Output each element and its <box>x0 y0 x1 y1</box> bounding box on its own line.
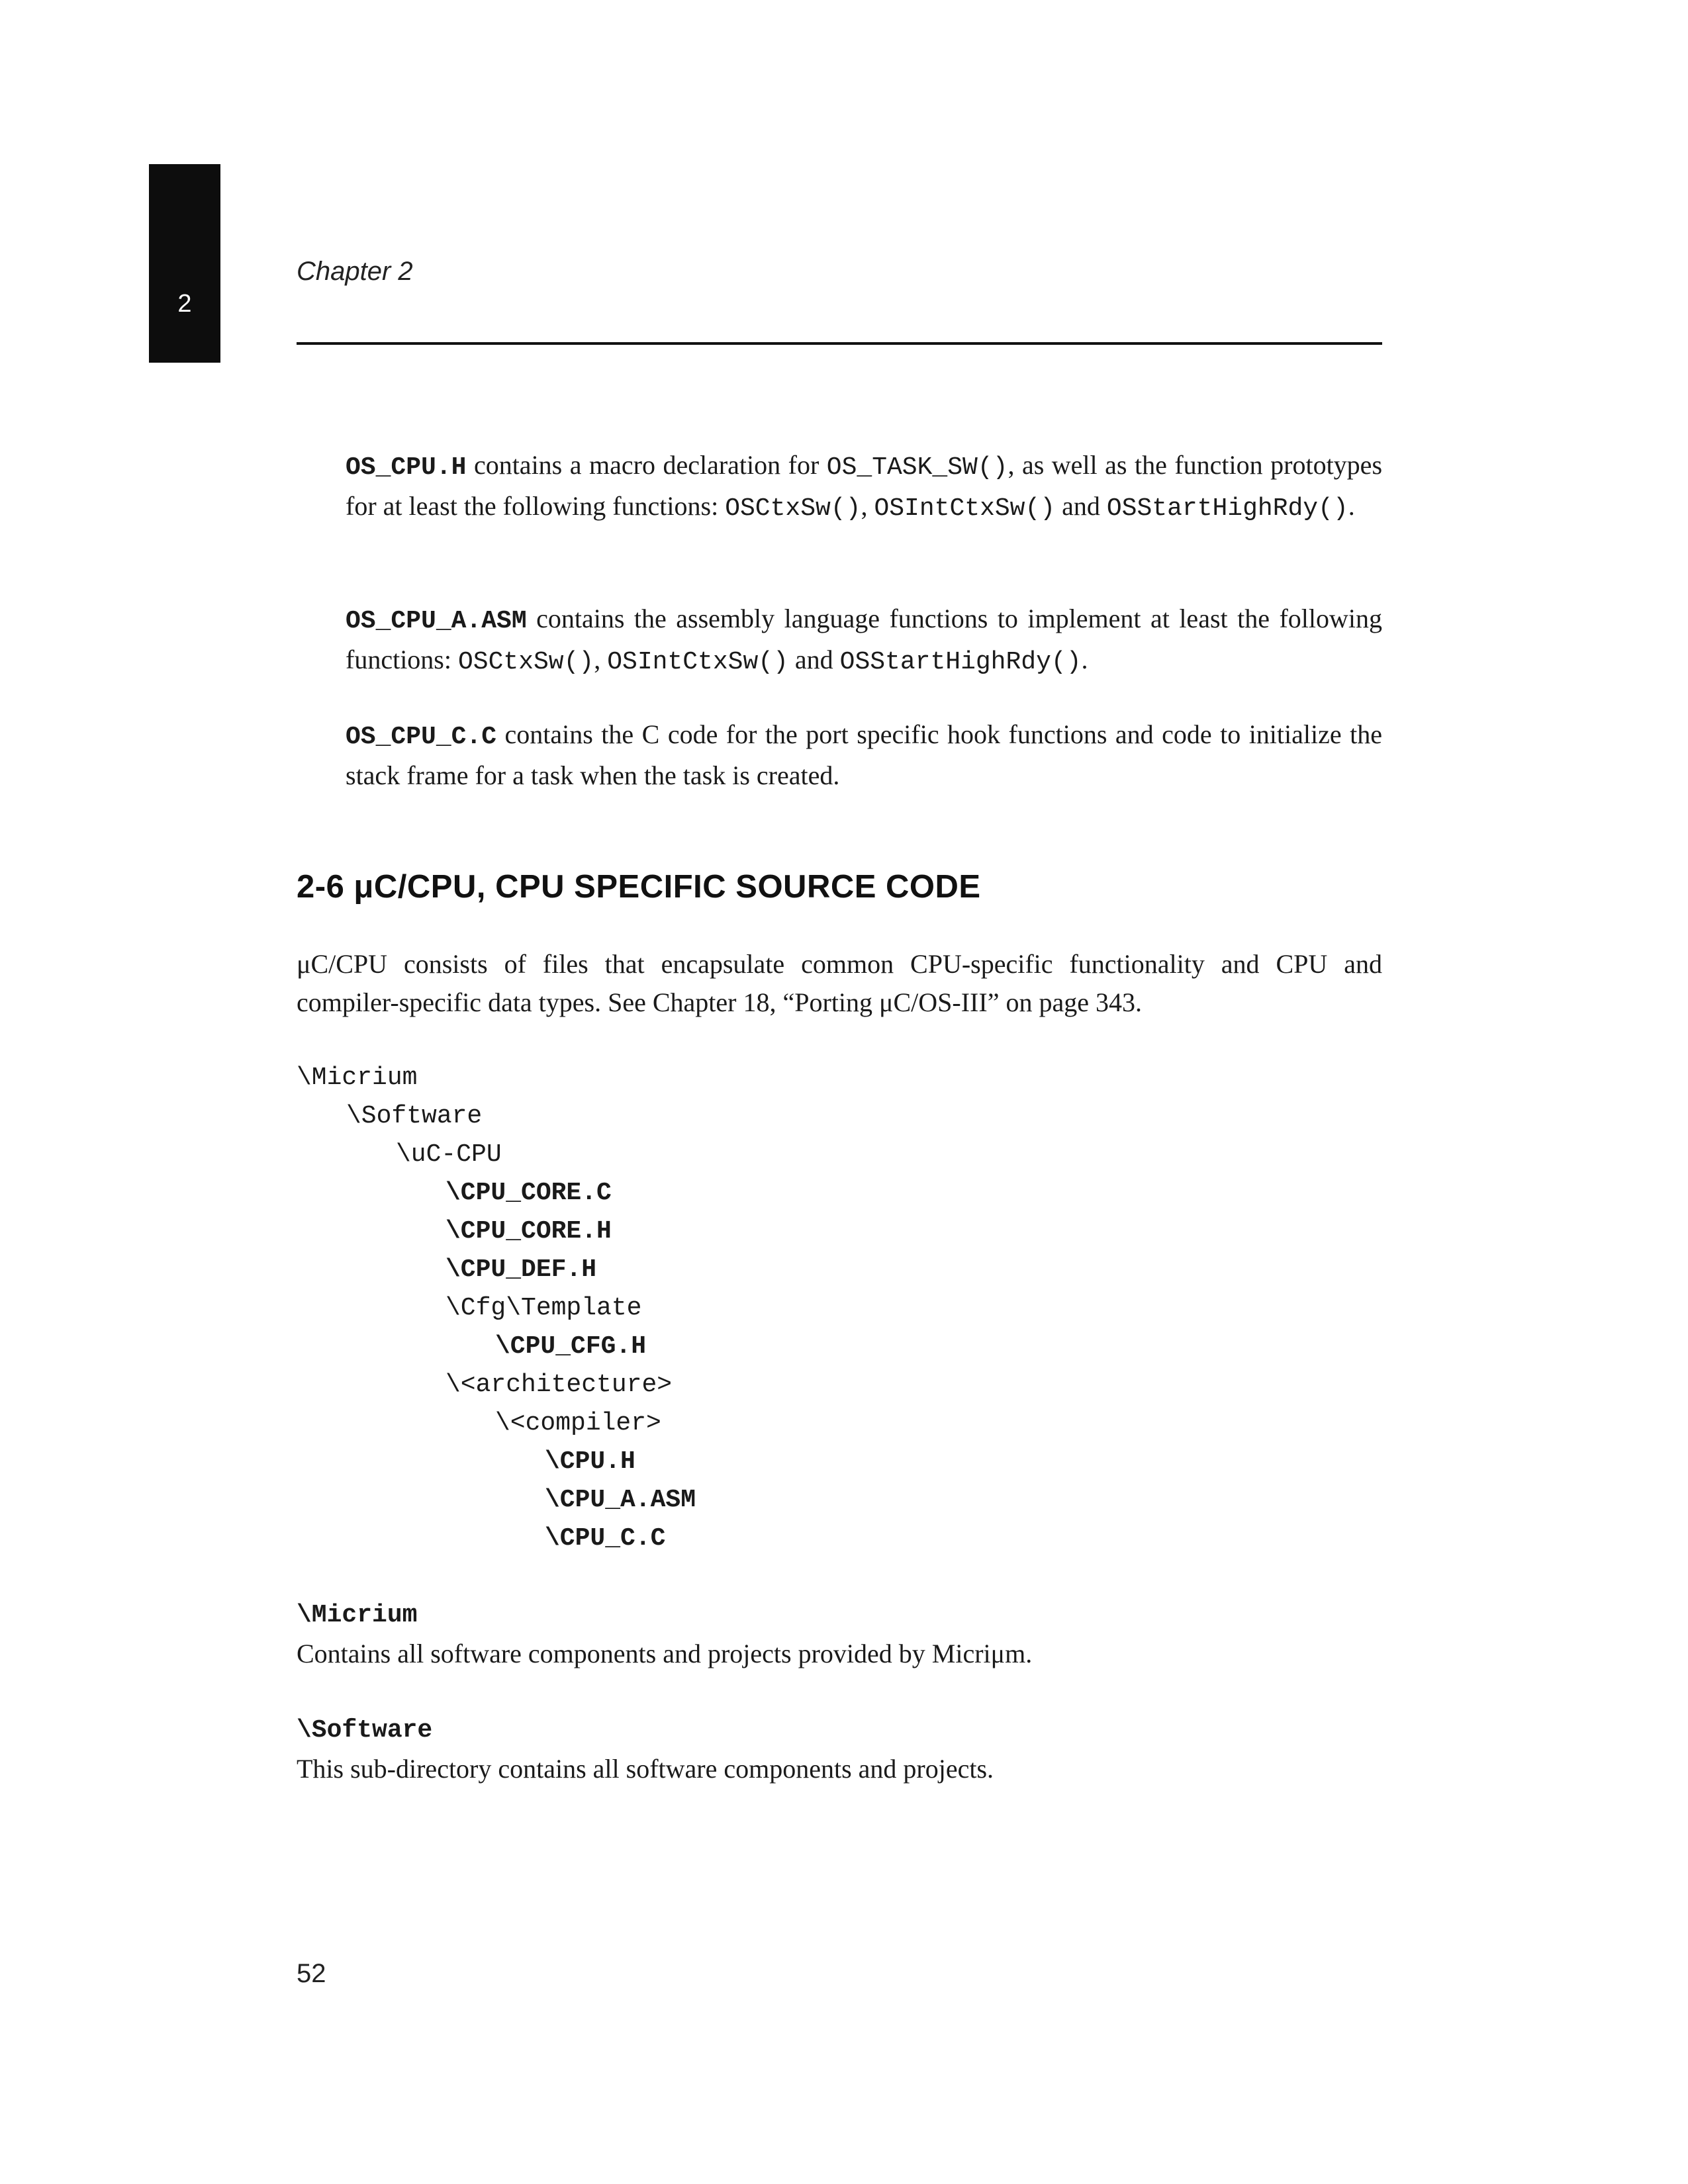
tree-item: \CPU_C.C <box>545 1524 666 1553</box>
directory-tree <box>297 1059 696 1558</box>
definition-term: \Micrium <box>297 1601 418 1629</box>
tree-item: \CPU_CORE.H <box>445 1217 612 1246</box>
chapter-thumb-tab <box>149 164 220 363</box>
tree-item: \uC-CPU <box>396 1140 502 1169</box>
tree-item: \CPU_DEF.H <box>445 1255 597 1284</box>
macro-name: OS_TASK_SW() <box>826 453 1008 482</box>
page-number: 52 <box>297 1959 326 1988</box>
os-cpu-a-asm-description: OS_CPU_A.ASM contains the assembly language functions to implement at least the following functions: OSCtxSw(), OSIntCtxSw() and OSStartHighRdy(). <box>346 604 1382 676</box>
definition-micrium <box>297 1596 1382 1673</box>
tree-item: \CPU_CORE.C <box>445 1179 612 1207</box>
function-name: OSCtxSw() <box>725 494 861 523</box>
file-name: OS_CPU_C.C <box>346 723 497 751</box>
file-name: OS_CPU.H <box>346 453 467 482</box>
definition-term: \Software <box>297 1716 433 1745</box>
tree-item: \Software <box>346 1102 483 1130</box>
os-cpu-h-description: OS_CPU.H contains a macro declaration for OS_TASK_SW(), as well as the function prototypes for at least the following functions: OSCtxSw(), OSIntCtxSw() and OSStartHighRdy(). <box>346 450 1383 523</box>
tree-item: \Micrium <box>297 1064 418 1092</box>
tree-item: \<compiler> <box>495 1409 661 1437</box>
definition-description: Contains all software components and projects provided by Micriμm. <box>297 1639 1033 1668</box>
tree-item: \CPU_A.ASM <box>545 1486 696 1514</box>
file-name: OS_CPU_A.ASM <box>346 607 527 635</box>
function-name: OSCtxSw() <box>457 648 594 676</box>
function-name: OSIntCtxSw() <box>874 494 1056 523</box>
section-heading: 2-6 μC/CPU, CPU SPECIFIC SOURCE CODE <box>297 869 981 905</box>
tree-item: \CPU_CFG.H <box>495 1332 647 1361</box>
definition-description: This sub-directory contains all software components and projects. <box>297 1754 994 1784</box>
header-rule <box>297 342 1382 345</box>
os-cpu-c-c-description: OS_CPU_C.C contains the C code for the port specific hook functions and code to initialize the stack frame for a task when the task is created. <box>346 719 1382 790</box>
function-name: OSStartHighRdy() <box>1106 494 1348 523</box>
tree-item: \CPU.H <box>545 1447 635 1476</box>
section-intro: μC/CPU consists of files that encapsulate common CPU-specific functionality and CPU and compiler-specific data types. See Chapter 18, “Porting μC/OS-III” on page 343. <box>297 949 1382 1017</box>
function-name: OSIntCtxSw() <box>607 648 788 676</box>
definition-software <box>297 1711 1382 1788</box>
running-head: Chapter 2 <box>297 257 413 286</box>
tree-item: \Cfg\Template <box>445 1294 642 1322</box>
tree-item: \<architecture> <box>445 1371 673 1399</box>
chapter-tab-number: 2 <box>177 290 192 318</box>
function-name: OSStartHighRdy() <box>839 648 1082 676</box>
